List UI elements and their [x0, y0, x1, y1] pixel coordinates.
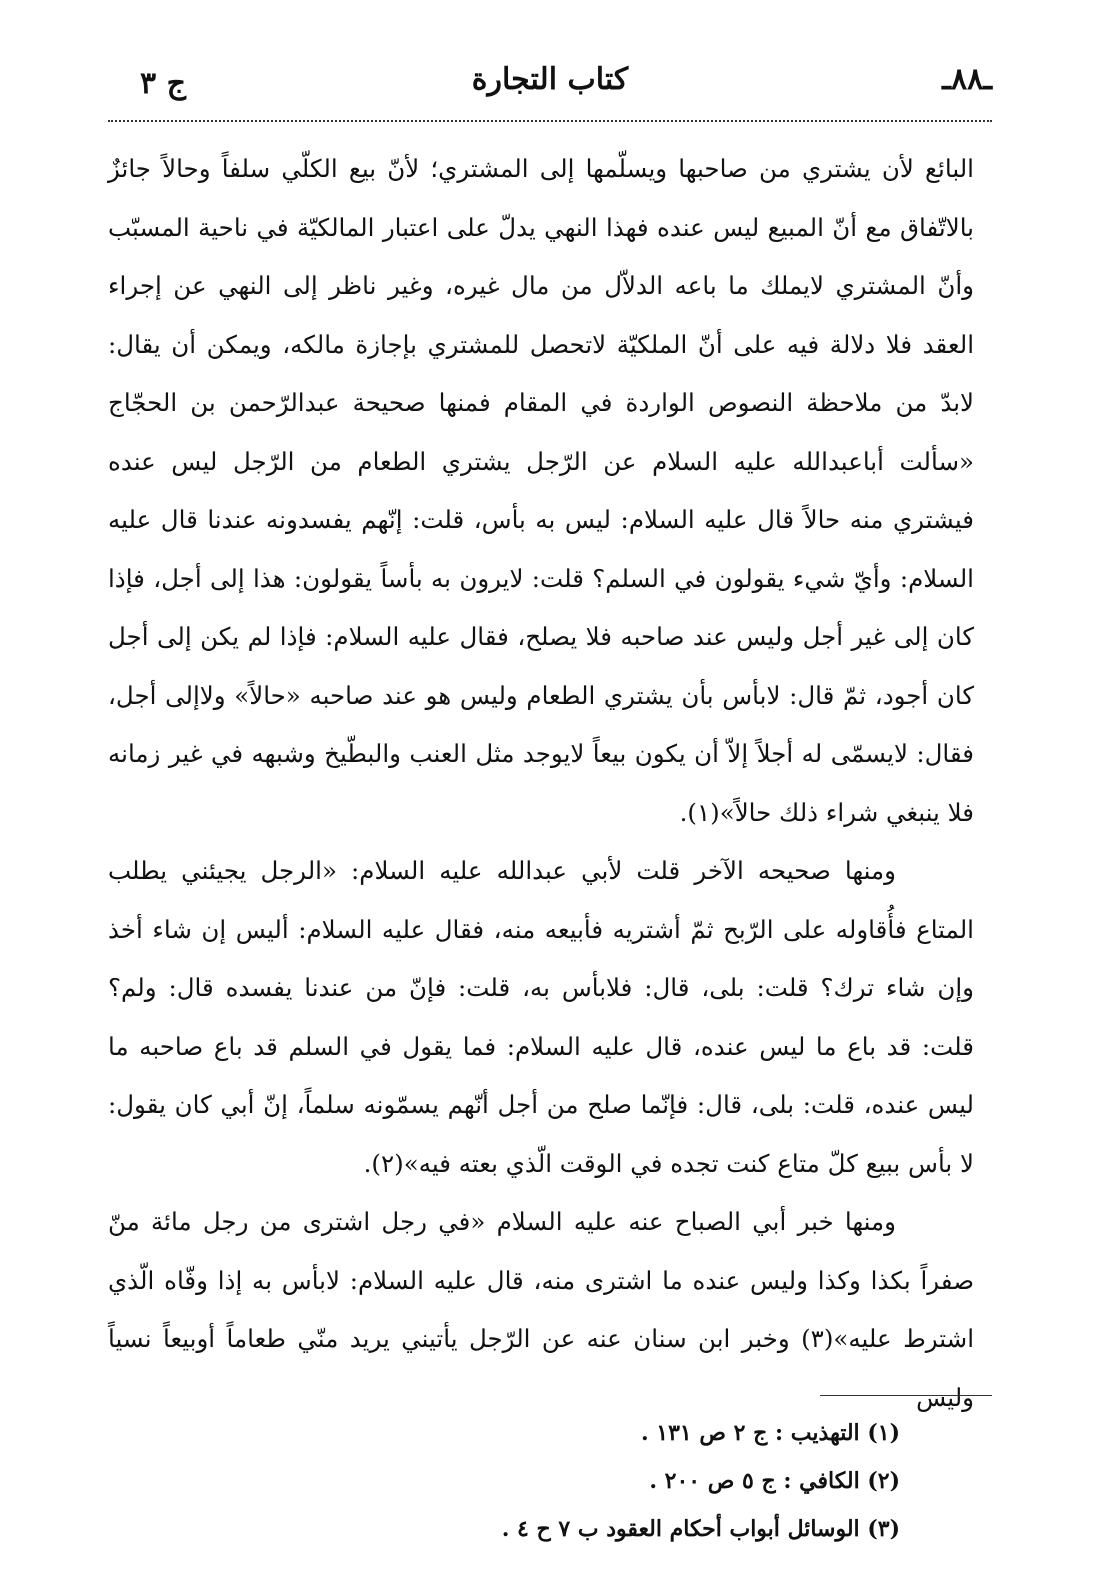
paragraph-2: ومنها صحيحه الآخر قلت لأبي عبدالله عليه السلام: «الرجل يجيئني يطلب المتاع فأُقاوله على الرّبح ثمّ أشتريه فأبيعه منه، فقال عليه السلام: أليس إن شاء أخذ وإن شاء ترك؟ قلت: بلى، قال: فلابأس به، قلت: فإنّ من عندنا يفسده قال: ولم؟ قلت: قد باع ما ليس عنده، قال عليه السلام: فما يقول في السلم قد باع صاحبه ما ليس عنده، قلت: بلى، قال: فإنّما صلح من أجل أنّهم يسمّونه سلماً، إنّ أبي كان يقول: لا بأس ببيع كلّ متاع كنت تجده في الوقت الّذي بعته فيه»(٢).	[108, 856, 974, 1178]
main-text	[108, 140, 974, 1427]
paragraph-1: البائع لأن يشتري من صاحبها ويسلّمها إلى المشتري؛ لأنّ بيع الكلّي سلفاً وحالاً جائزٌ بالاتّفاق مع أنّ المبيع ليس عنده فهذا النهي يدلّ على اعتبار المالكيّة في ناحية المسبّب وأنّ المشتري لايملك ما باعه الدلاّل من مال غيره، وغير ناظر إلى النهي عن إجراء العقد فلا دلالة فيه على أنّ الملكيّة لاتحصل للمشتري بإجازة مالكه، ويمكن أن يقال: لابدّ من ملاحظة النصوص الواردة في المقام فمنها صحيحة عبدالرّحمن بن الحجّاج «سألت أباعبدالله عليه السلام عن الرّجل يشتري الطعام من الرّجل ليس عنده فيشتري منه حالاً قال عليه السلام: ليس به بأس، قلت: إنّهم يفسدونه عندنا قال عليه السلام: وأيّ شيء يقولون في السلم؟ قلت: لايرون به بأساً يقولون: هذا إلى أجل، فإذا كان إلى غير أجل وليس عند صاحبه فلا يصلح، فقال عليه السلام: فإذا لم يكن إلى أجل كان أجود، ثمّ قال: لابأس بأن يشتري الطعام وليس هو عند صاحبه «حالاً» ولاإلى أجل، فقال: لايسمّى له أجلاً إلاّ أن يكون بيعاً لايوجد مثل العنب والبطّيخ وشبهه في غير زمانه فلا ينبغي شراء ذلك حالاً»(١).	[108, 154, 974, 827]
page-number: ـ٨٨ـ	[942, 62, 992, 97]
footnote-1: (١) التهذيب : ج ٢ ص ١٣١ .	[640, 1420, 900, 1446]
volume-label: ج ٣	[140, 66, 186, 101]
footnote-divider	[820, 1395, 992, 1396]
footnote-2: (٢) الكافي : ج ٥ ص ٢٠٠ .	[649, 1468, 900, 1494]
paragraph-3: ومنها خبر أبي الصباح عنه عليه السلام «في رجل اشترى من رجل مائة منّ صفراً بكذا وكذا وليس عنده ما اشترى منه، قال عليه السلام: لابأس به إذا وفّاه الّذي اشترط عليه»(٣) وخبر ابن سنان عنه عن الرّجل يأتيني يريد منّي طعاماً أوبيعاً نسياً وليس	[108, 1207, 974, 1412]
book-title: كتاب التجارة	[471, 62, 629, 97]
header-divider	[108, 120, 992, 122]
footnote-3: (٣) الوسائل أبواب أحكام العقود ب ٧ ح ٤ .	[501, 1516, 900, 1542]
page-header	[108, 62, 992, 110]
footnotes	[300, 1409, 900, 1553]
